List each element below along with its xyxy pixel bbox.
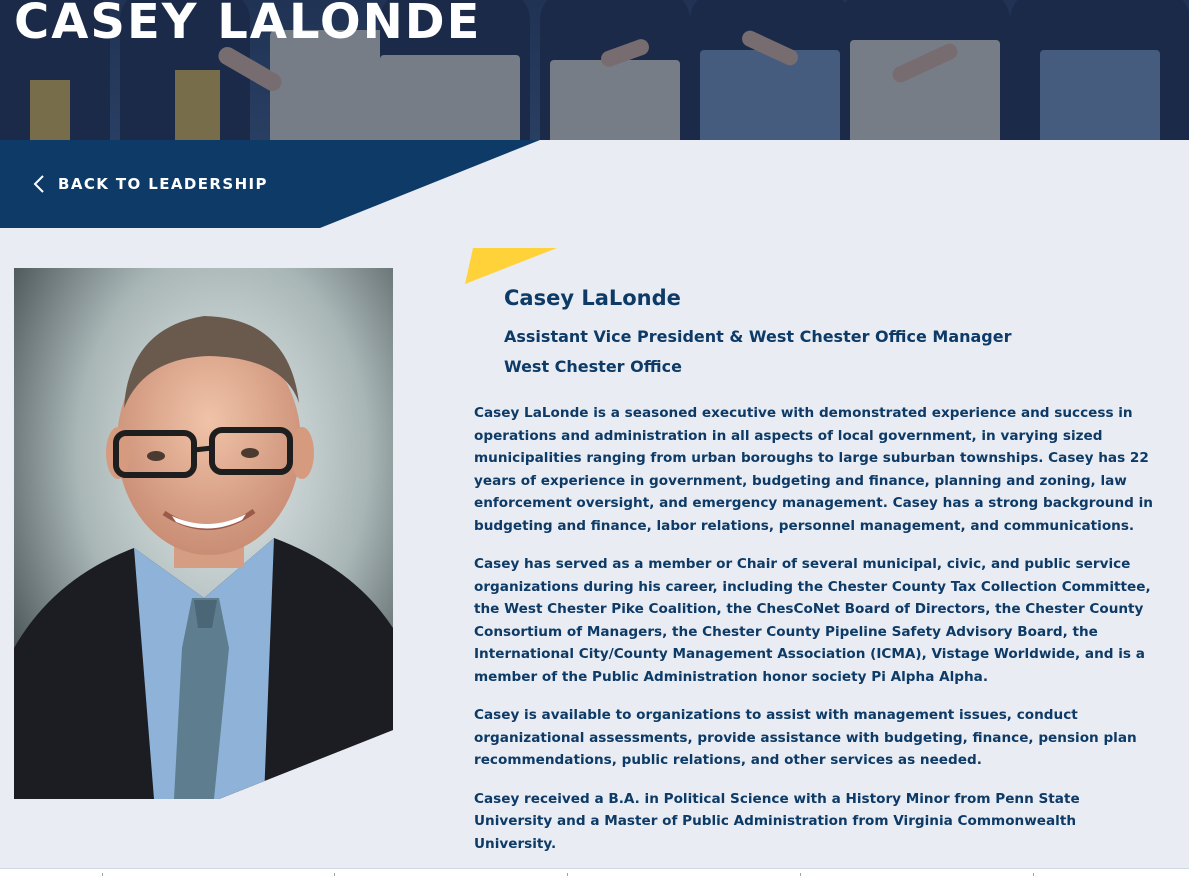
bio-paragraph: Casey is available to organizations to assist with management issues, conduct organizational assessments, provide assistance with budgeting, finance, pension plan recommendations, public relations, and other services as needed. [474, 707, 1137, 768]
profile-name: Casey LaLonde [504, 286, 681, 310]
bio-paragraph: Casey has served as a member or Chair of several municipal, civic, and public service organizations during his career, including the Chester County Tax Collection Committee, the West Chester Pike Coalition, the ChesCoNet Board of Directors, the Chester County Consortium of Managers, the Chester County Pipeline Safety Advisory Board, the International City/County Management Association (ICMA), Vistage Worldwide, and is a member of the Public Administration honor society Pi Alpha Alpha. [474, 556, 1151, 685]
back-to-leadership-link[interactable] [32, 173, 268, 195]
back-link-label: BACK TO LEADERSHIP [58, 175, 268, 193]
accent-shape [465, 248, 557, 284]
hero-banner [0, 0, 1189, 140]
page-title: CASEY LALONDE [14, 0, 482, 50]
chevron-left-icon [32, 174, 48, 194]
profile-office: West Chester Office [504, 357, 682, 376]
bottom-divider [0, 868, 1189, 876]
profile-photo [14, 268, 393, 799]
profile-role: Assistant Vice President & West Chester Office Manager [504, 327, 1012, 346]
bio-paragraph: Casey LaLonde is a seasoned executive with demonstrated experience and success in operations and administration in all aspects of local government, in varying sized municipalities ranging from urban boroughs to large suburban townships. Casey has 22 years of experience in government, budgeting and finance, planning and zoning, law enforcement oversight, and emergency management. Casey has a strong background in budgeting and finance, labor relations, personnel management, and communications. [474, 405, 1153, 534]
bio [474, 402, 1158, 871]
bio-paragraph: Casey received a B.A. in Political Science with a History Minor from Penn State University and a Master of Public Administration from Virginia Commonwealth University. [474, 790, 1080, 852]
